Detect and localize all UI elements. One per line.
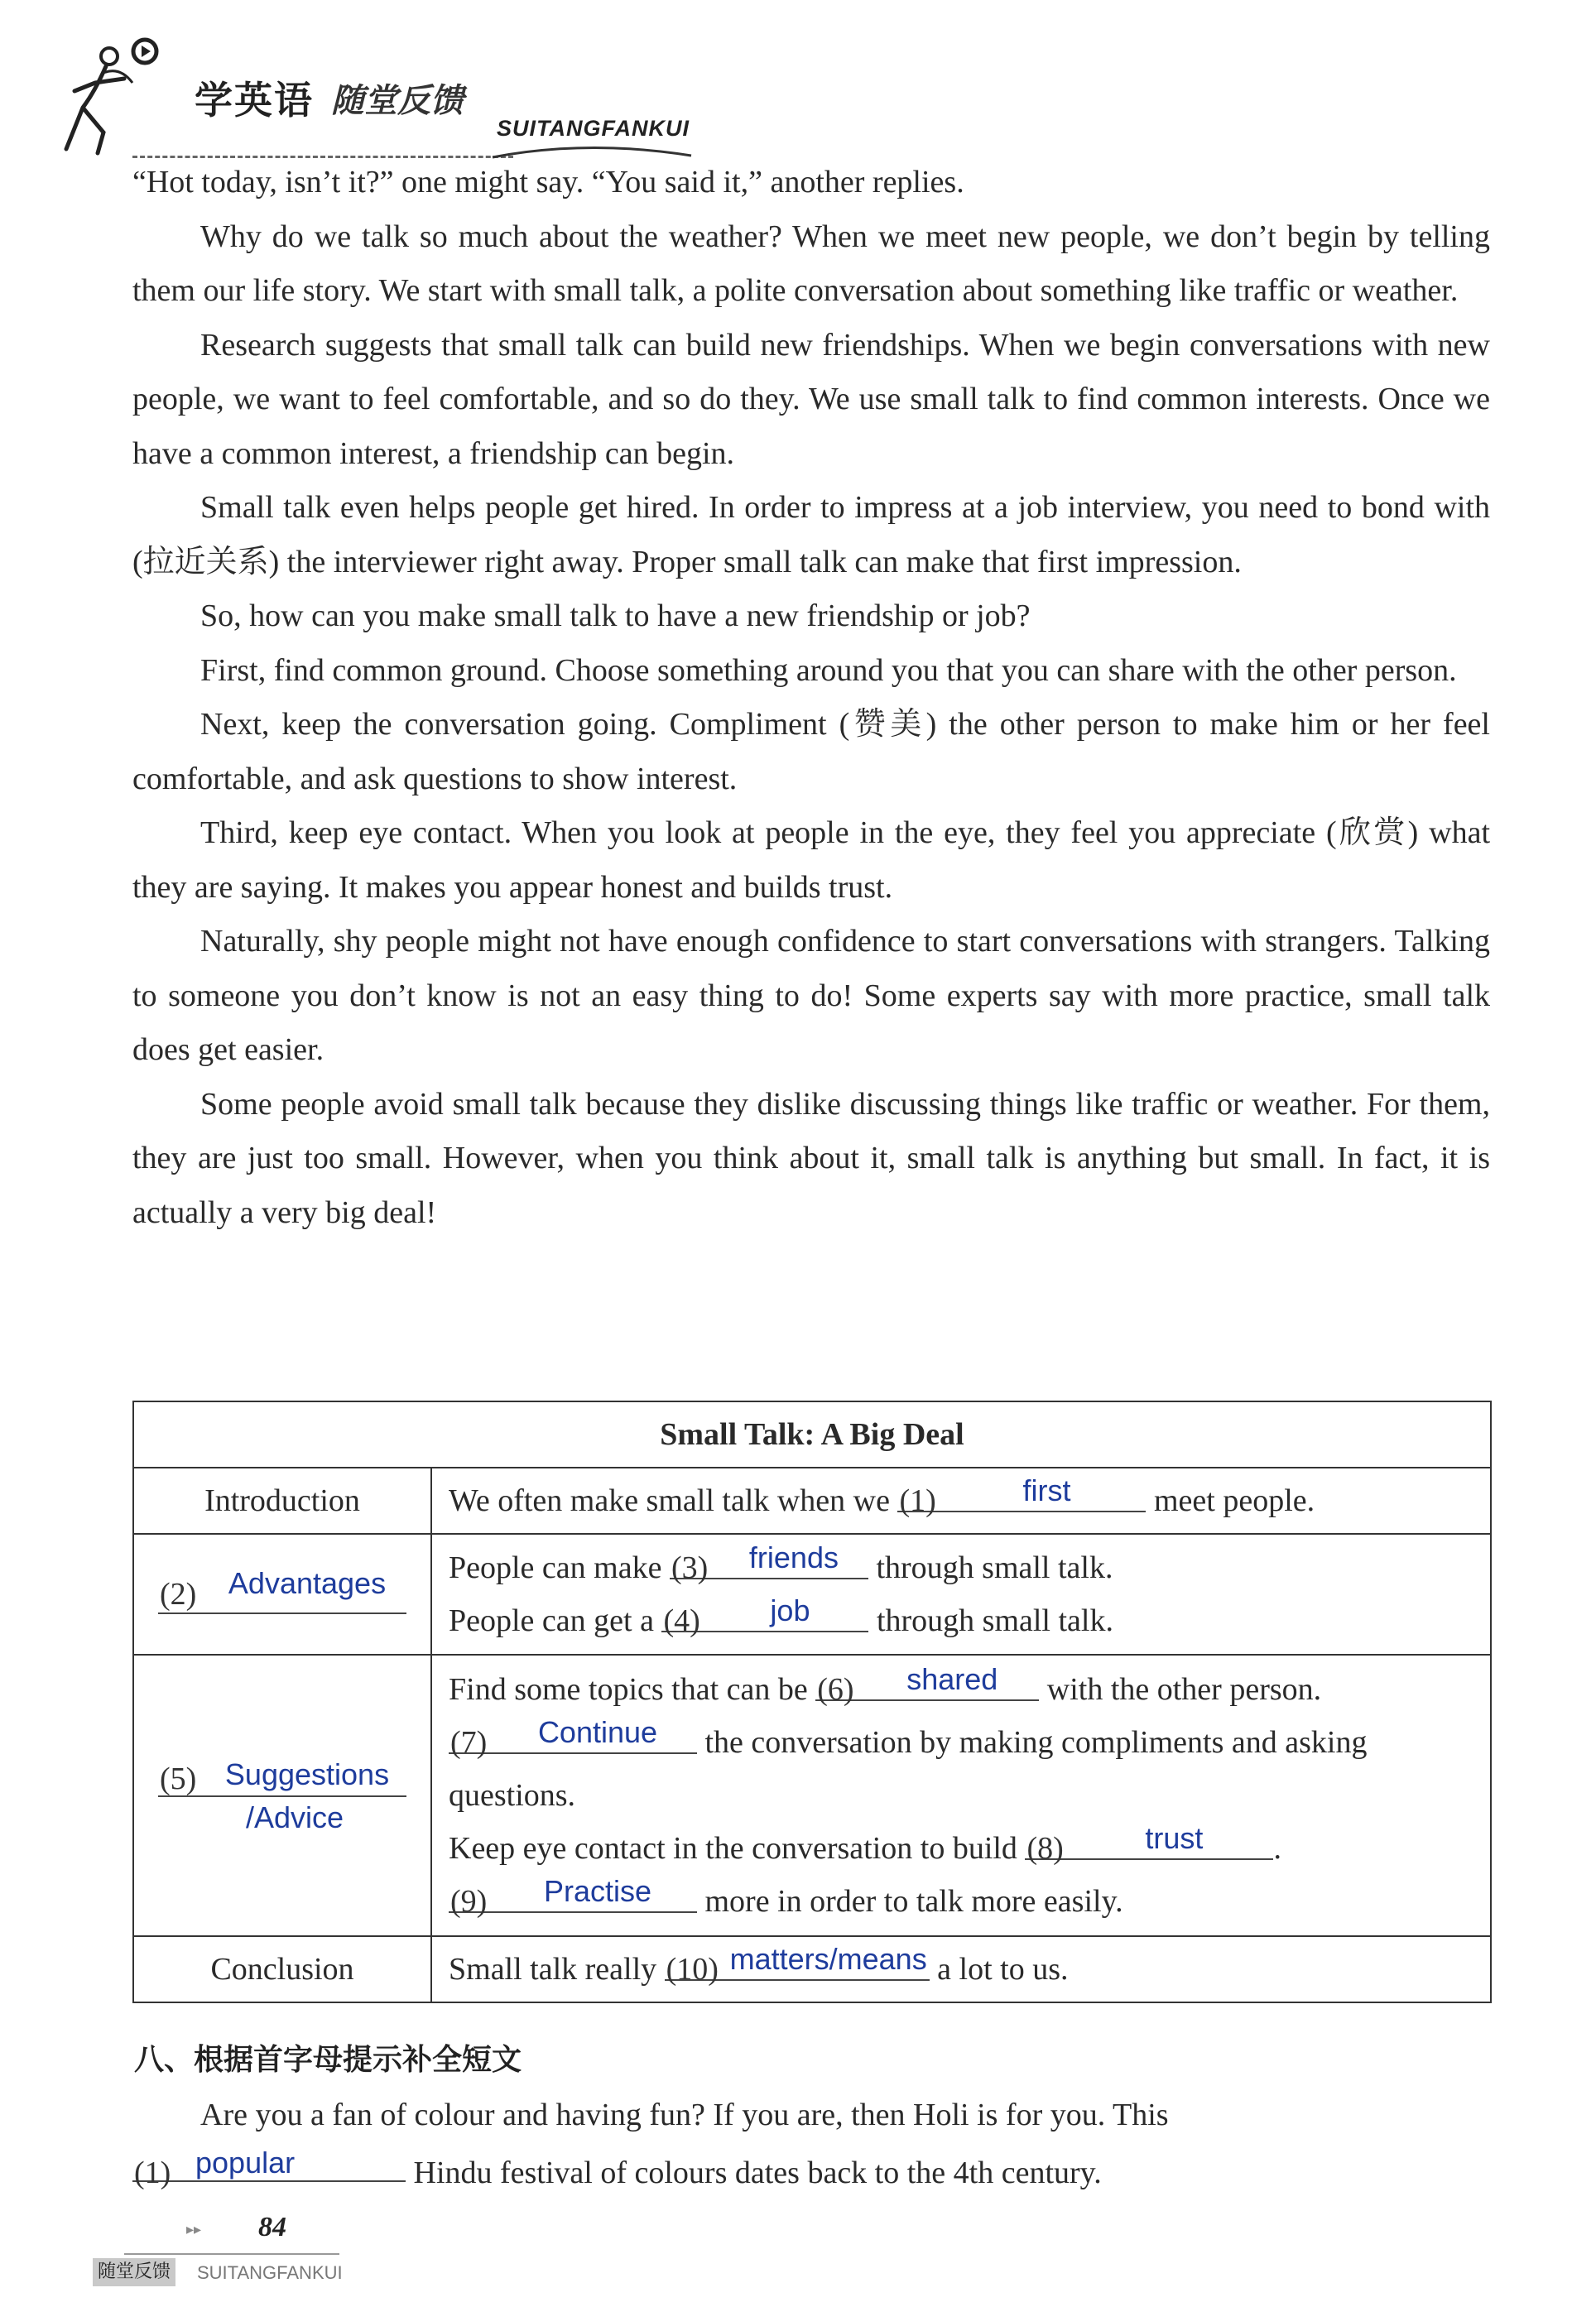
answer-4: job [770,1593,810,1627]
footer-badge: 随堂反馈 [93,2258,175,2286]
table-title: Small Talk: A Big Deal [133,1401,1491,1468]
footer-badge-en: SUITANGFANKUI [197,2262,343,2283]
section-8-title: 八、根据首字母提示补全短文 [134,2043,522,2077]
blank-6[interactable]: (6) shared [815,1663,1039,1701]
advantages-content: People can make (3) friends through small talk. People can get a (4) job through small talk. [431,1534,1491,1655]
answer-7: Continue [537,1715,658,1749]
answer-3: friends [748,1540,839,1574]
blank-4[interactable]: (4) job [661,1594,868,1632]
running-figure-icon [58,33,174,157]
page-number: 84 [258,2212,286,2242]
paragraph: Third, keep eye contact. When you look at people in the eye, they feel you appreciate (欣赏) what they are saying. It makes you appear honest and builds trust. [132,815,1490,905]
paragraph: Small talk even helps people get hired. In order to impress at a job interview, you need to bond with (拉近关系) the interviewer right away. Proper small talk can make that first impression. [132,490,1490,579]
row-label-advantages [133,1534,431,1655]
section-8-passage: Are you a fan of colour and having fun? If you are, then Holi is for you. This (1) popular Hindu festival of colours dates back to the 4th century. [132,2086,1490,2202]
answer-9: Practise [543,1874,652,1908]
paragraph: Why do we talk so much about the weather? When we meet new people, we don’t begin by telling them our life story. We start with small talk, a polite conversation about something like traffic or weather. [132,219,1490,308]
blank-1[interactable]: (1) first [897,1474,1146,1512]
blank-2[interactable]: (2) Advantages [158,1576,406,1614]
paragraph: Research suggests that small talk can build new friendships. When we begin conversations with new people, we want to feel comfortable, and so do they. We use small talk to find common interests. Once we have a common interest, a friendship can begin. [132,327,1490,471]
blank-10[interactable]: (10) matters/means [665,1943,930,1981]
header-subtitle: 随堂反馈 [331,82,464,120]
suggestions-content: Find some topics that can be (6) shared with the other person. (7) Continue the conversation by making compliments and asking questions. Keep eye contact in the conversation to build (8) trust . (9) Practise more in order to talk more easily. [431,1655,1491,1936]
answer-6: shared [906,1662,998,1696]
answer-10: matters/means [729,1942,927,1976]
footer-rule [124,2253,339,2255]
blank-8[interactable]: (8) trust [1025,1822,1273,1860]
page-header [58,25,720,149]
header-title: 学英语 [195,78,314,123]
row-label-introduction: Introduction [133,1468,431,1534]
paragraph: Next, keep the conversation going. Compliment (赞美) the other person to make him or her feel comfortable, and ask questions to show interest. [132,707,1490,796]
paragraph: First, find common ground. Choose something around you that you can share with the other person. [200,652,1457,688]
footer-arrows-icon: ▸▸ [186,2221,202,2238]
conclusion-content: Small talk really (10) matters/means a lot to us. [431,1936,1491,2002]
answer-8: trust [1145,1821,1204,1855]
summary-table [132,1401,1492,2003]
row-label-suggestions [133,1655,431,1936]
blank-5[interactable]: (5) Suggestions [158,1761,406,1797]
section-8-answer-1: popular [195,2146,296,2180]
row-label-conclusion: Conclusion [133,1936,431,2002]
paragraph: Some people avoid small talk because they dislike discussing things like traffic or weather. For them, they are just too small. However, when you think about it, small talk is anything but small. In fact, it is actually a very big deal! [132,1086,1490,1230]
introduction-content: We often make small talk when we (1) first meet people. [431,1468,1491,1534]
answer-2: Advantages [228,1565,387,1600]
answer-5: Suggestions [224,1757,390,1791]
answer-5-alt: /Advice [245,1800,344,1834]
answer-1: first [1022,1473,1071,1507]
section-8-blank-1[interactable]: (1) popular [132,2144,406,2182]
header-subtitle-en: SUITANGFANKUI [497,116,690,141]
paragraph: So, how can you make small talk to have a new friendship or job? [200,598,1031,633]
paragraph: “Hot today, isn’t it?” one might say. “You said it,” another replies. [132,165,964,199]
blank-9[interactable]: (9) Practise [449,1875,697,1913]
blank-7[interactable]: (7) Continue [449,1716,697,1754]
paragraph: Naturally, shy people might not have enough confidence to start conversations with strangers. Talking to someone you don’t know is not an easy thing to do! Some experts say with more practice, small talk does get easier. [132,924,1490,1067]
paragraph: Are you a fan of colour and having fun? If you are, then Holi is for you. This [200,2098,1169,2132]
blank-3[interactable]: (3) friends [670,1541,868,1579]
reading-passage [132,156,1490,1240]
